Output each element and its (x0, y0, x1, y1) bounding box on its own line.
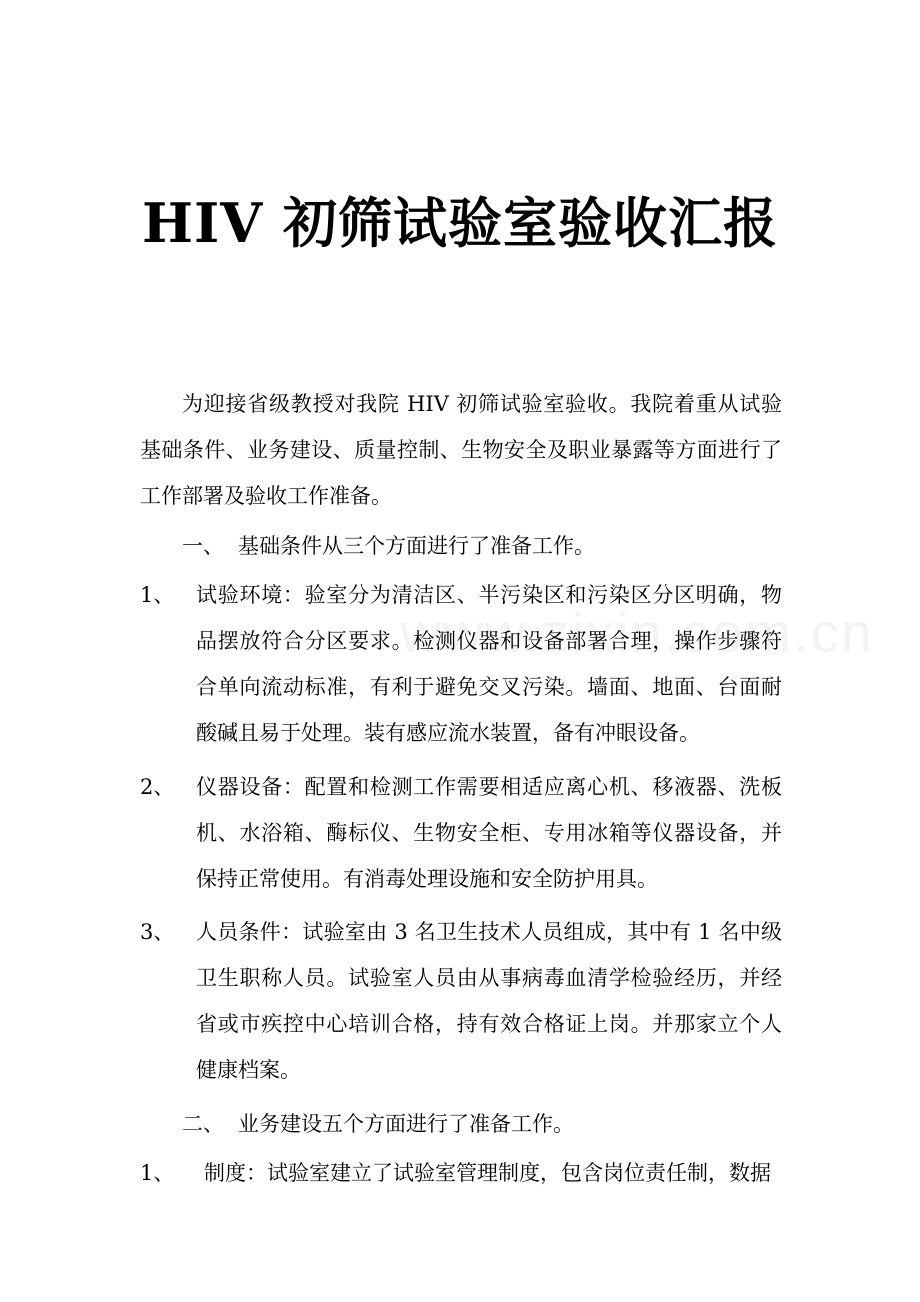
item-number: 3、 (140, 920, 175, 944)
section-text: 业务建设五个方面进行了准备工作。 (238, 1112, 574, 1136)
item-number: 1、 (140, 1161, 175, 1185)
item-number: 1、 (140, 583, 175, 607)
section-number: 二、 (182, 1112, 224, 1136)
section-heading-2 (182, 1101, 574, 1147)
section-text: 基础条件从三个方面进行了准备工作。 (238, 534, 595, 558)
section-heading-1 (182, 523, 595, 569)
intro-paragraph: 为迎接省级教授对我院 HIV 初筛试验室验收。我院着重从试验基础条件、业务建设、质量控制、生物安全及职业暴露等方面进行了工作部署及验收工作准备。 (140, 392, 782, 508)
item-text: 试验环境：验室分为清洁区、半污染区和污染区分区明确，物品摆放符合分区要求。检测仪器和设备部署合理，操作步骤符合单向流动标准，有利于避免交叉污染。墙面、地面、台面耐酸碱且易于处理。装有感应流水装置，备有冲眼设备。 (196, 583, 782, 745)
section-number: 一、 (182, 534, 224, 558)
item-number: 2、 (140, 775, 175, 799)
item-text: 仪器设备：配置和检测工作需要相适应离心机、移液器、洗板机、水浴箱、酶标仪、生物安全柜、专用冰箱等仪器设备，并保持正常使用。有消毒处理设施和安全防护用具。 (196, 775, 782, 891)
item-text: 人员条件：试验室由 3 名卫生技术人员组成，其中有 1 名中级卫生职称人员。试验室人员由从事病毒血清学检验经历，并经省或市疾控中心培训合格，持有效合格证上岗。并那家立个人健康档案。 (196, 920, 782, 1082)
document-title: HIV 初筛试验室验收汇报 (142, 191, 778, 255)
item-text: 制度：试验室建立了试验室管理制度，包含岗位责任制，数据 (204, 1161, 771, 1185)
